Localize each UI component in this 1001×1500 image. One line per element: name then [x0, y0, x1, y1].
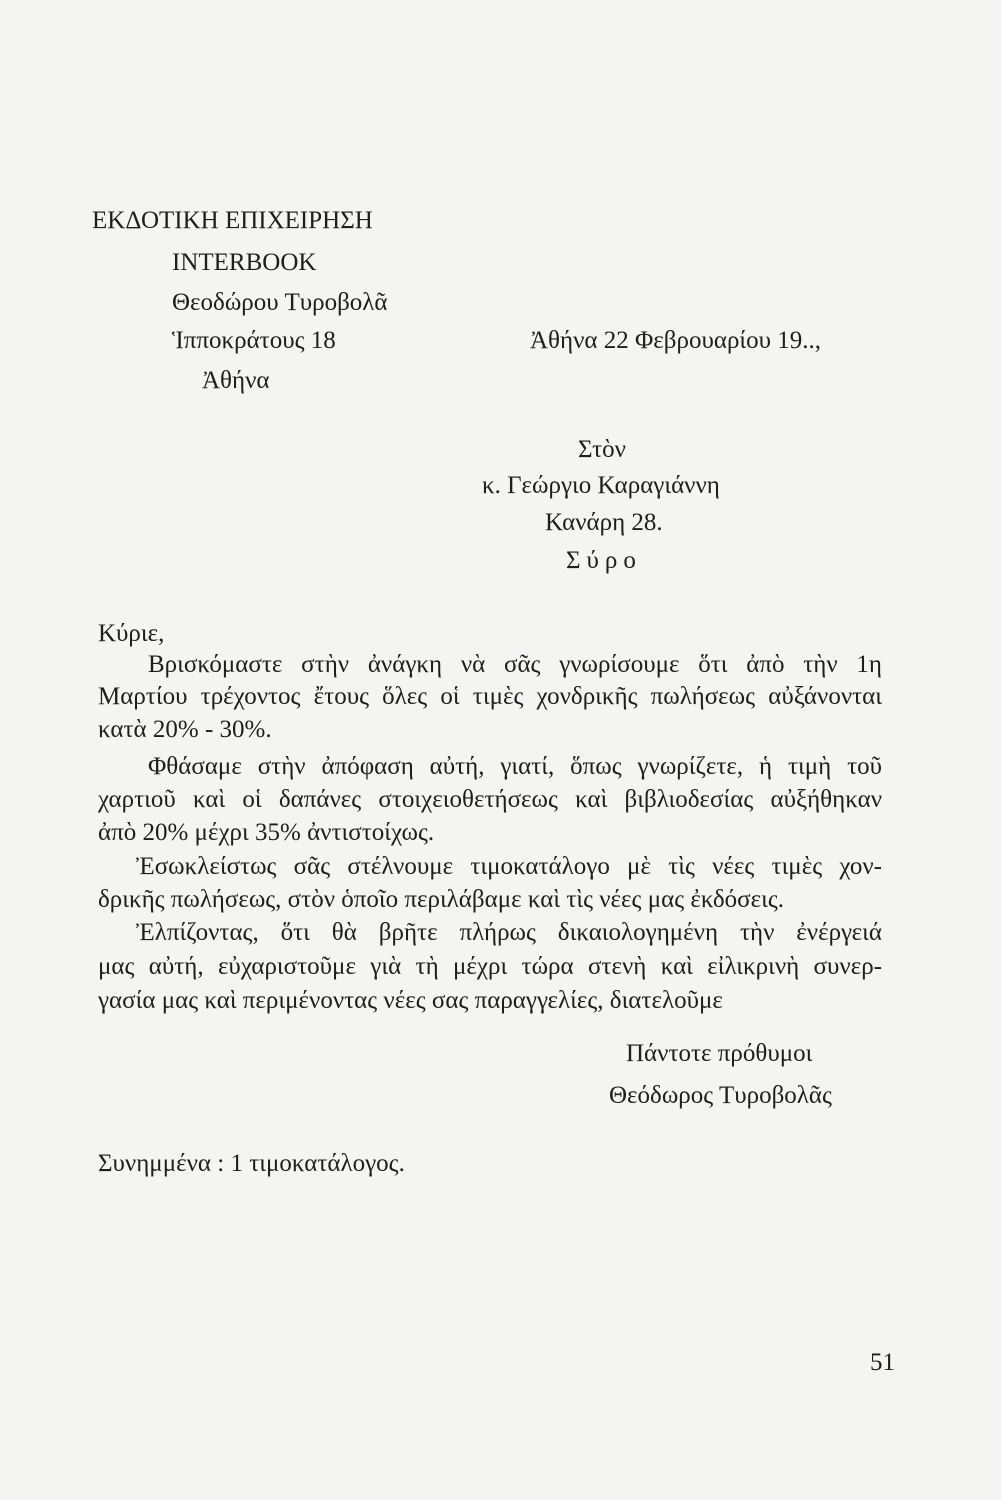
body-line: ἀπὸ 20% μέχρι 35% ἀντιστοίχως. — [98, 819, 435, 846]
recipient-city: Σύρο — [566, 547, 642, 574]
closing: Πάντοτε πρόθυμοι — [626, 1040, 813, 1067]
body-line: Ἐσωκλείστως σᾶς στέλνουμε τιμοκατάλογο μὲ τὶς νέες τιμὲς χον- — [136, 853, 882, 880]
body-line: γασία μας καὶ περιμένοντας νέες σας παραγγελίες, διατελοῦμε — [98, 987, 723, 1014]
sender-owner: Θεοδώρου Τυροβολᾶ — [172, 289, 388, 316]
sender-street: Ἱπποκράτους 18 — [172, 327, 336, 354]
body-line: μας αὐτή, εὐχαριστοῦμε γιὰ τὴ μέχρι τώρα στενὴ καὶ εἰλικρινὴ συνερ- — [98, 953, 882, 980]
body-line: δρικῆς πωλήσεως, στὸν ὁποῖο περιλάβαμε καὶ τὶς νέες μας ἐκδόσεις. — [98, 886, 785, 913]
body-line: Φθάσαμε στὴν ἀπόφαση αὐτή, γιατί, ὅπως γνωρίζετε, ἡ τιμὴ τοῦ — [148, 753, 882, 780]
sender-company-line2: INTERBOOK — [172, 249, 317, 276]
date-line: Ἀθήνα 22 Φεβρουαρίου 19.., — [530, 327, 822, 354]
page-number: 51 — [870, 1349, 895, 1376]
body-line: Ἐλπίζοντας, ὅτι θὰ βρῆτε πλήρως δικαιολογημένη τὴν ἐνέργειά — [136, 919, 882, 946]
body-line: χαρτιοῦ καὶ οἱ δαπάνες στοιχειοθετήσεως καὶ βιβλιοδεσίας αὐξήθηκαν — [98, 786, 882, 813]
sender-company-line1: ΕΚΔΟΤΙΚΗ ΕΠΙΧΕΙΡΗΣΗ — [92, 207, 373, 234]
recipient-street: Κανάρη 28. — [545, 509, 663, 536]
salutation: Κύριε, — [98, 620, 165, 647]
recipient-to: Στὸν — [578, 436, 626, 463]
body-line: κατὰ 20% - 30%. — [98, 716, 272, 743]
recipient-name: κ. Γεώργιο Καραγιάννη — [482, 472, 720, 499]
attachments: Συνημμένα : 1 τιμοκατάλογος. — [98, 1150, 405, 1177]
signature: Θεόδωρος Τυροβολᾶς — [609, 1082, 832, 1109]
sender-city: Ἀθήνα — [202, 367, 270, 394]
body-line: Βρισκόμαστε στὴν ἀνάγκη νὰ σᾶς γνωρίσουμε ὅτι ἀπὸ τὴν 1η — [148, 651, 882, 678]
body-line: Μαρτίου τρέχοντος ἔτους ὅλες οἱ τιμὲς χονδρικῆς πωλήσεως αὐξάνονται — [98, 683, 882, 710]
